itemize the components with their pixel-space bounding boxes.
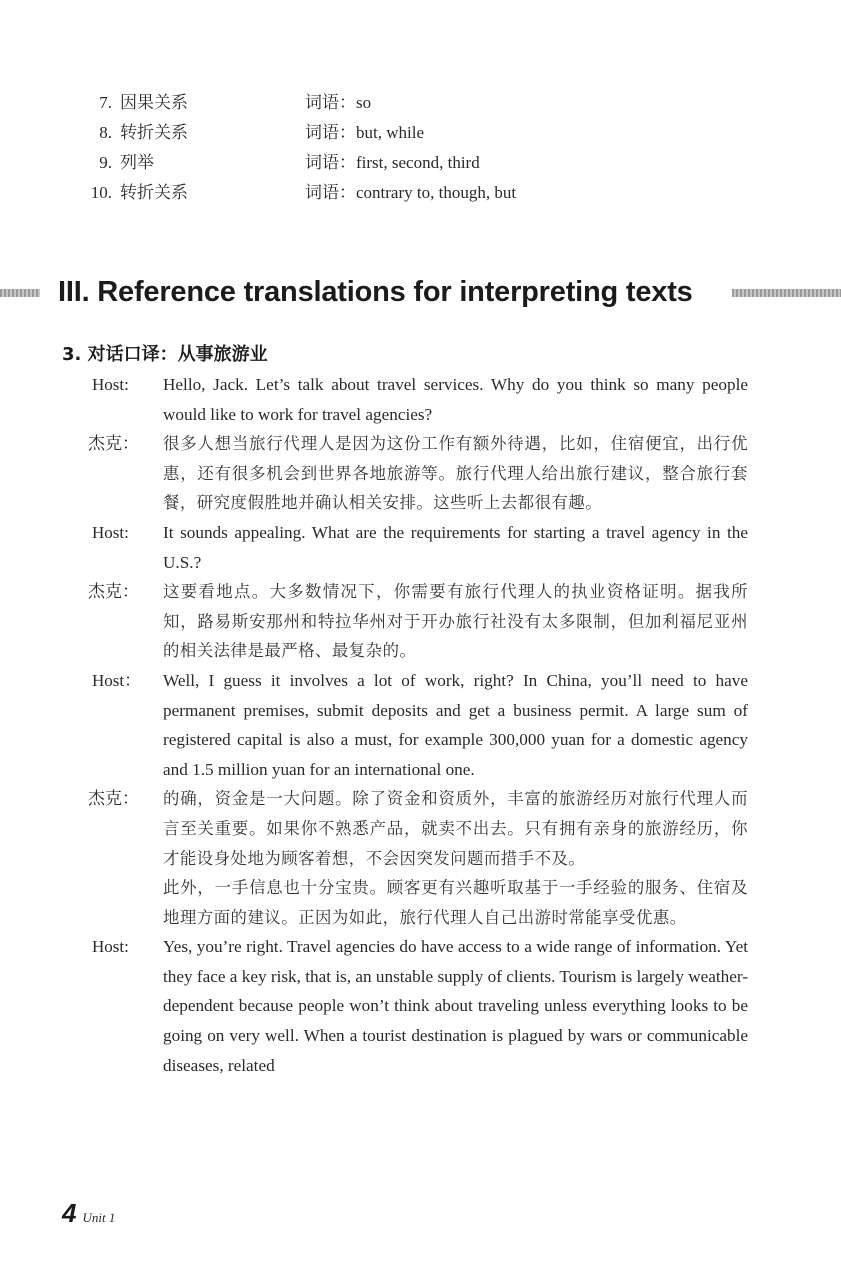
dialogue	[88, 370, 748, 1080]
speaker-label: 杰克：	[88, 434, 139, 454]
dialogue-turn	[88, 932, 748, 1080]
dialogue-text: Yes, you’re right. Travel agencies do have access to a wide range of information. Yet they face a key risk, that is, an unstable supply of clients. Tourism is largely weather-dependent because people won’t think about traveling unless everything looks to be going on very well. When a tourist destination is plagued by wars or communicable diseases, related	[163, 937, 748, 1075]
speaker-label: Host：	[92, 670, 142, 690]
dialogue-turn	[88, 577, 748, 666]
relation-type: 因果关系	[120, 93, 188, 112]
speaker-label: 杰克：	[88, 789, 139, 809]
dialogue-turn	[88, 666, 748, 784]
dialogue-text: Hello, Jack. Let’s talk about travel services. Why do you think so many people would like to work for travel agencies?	[163, 375, 748, 424]
marker-words: 词语：but, while	[305, 123, 424, 142]
marker-words: 词语：so	[305, 93, 372, 112]
page-number: 4	[62, 1198, 77, 1228]
section-bar-left	[0, 289, 40, 297]
dialogue-text: 这要看地点。大多数情况下，你需要有旅行代理人的执业资格证明。据我所知，路易斯安那州和特拉华州对于开办旅行社没有太多限制，但加利福尼亚州的相关法律是最严格、最复杂的。	[163, 582, 748, 661]
subsection-heading: 3. 对话口译：从事旅游业	[62, 344, 268, 365]
dialogue-turn	[88, 518, 748, 577]
dialogue-turn	[88, 784, 748, 932]
section-title: III. Reference translations for interpreting texts	[58, 276, 693, 308]
speaker-label: Host:	[92, 937, 129, 957]
item-number: 8.	[99, 123, 112, 142]
list-item	[90, 148, 730, 178]
discourse-marker-list	[90, 88, 730, 208]
section-bar-right	[732, 289, 841, 297]
dialogue-text: 此外，一手信息也十分宝贵。顾客更有兴趣听取基于一手经验的服务、住宿及地理方面的建议。正因为如此，旅行代理人自己出游时常能享受优惠。	[163, 878, 748, 927]
dialogue-turn	[88, 370, 748, 429]
page-footer	[62, 1198, 115, 1229]
item-number: 7.	[99, 93, 112, 112]
list-item	[90, 118, 730, 148]
item-number: 10.	[90, 183, 112, 202]
list-item	[90, 88, 730, 118]
marker-words: 词语：first, second, third	[305, 153, 480, 172]
list-item	[90, 178, 730, 208]
unit-label: Unit 1	[82, 1210, 116, 1225]
relation-type: 转折关系	[120, 183, 188, 202]
dialogue-text: 很多人想当旅行代理人是因为这份工作有额外待遇，比如，住宿便宜，出行优惠，还有很多机会到世界各地旅游等。旅行代理人给出旅行建议，整合旅行套餐，研究度假胜地并确认相关安排。这些听上去都很有趣。	[163, 434, 748, 513]
dialogue-text: Well, I guess it involves a lot of work, right? In China, you’ll need to have permanent premises, submit deposits and get a business permit. A large sum of registered capital is also a must, for example 300,000 yuan for a domestic agency and 1.5 million yuan for an international one.	[163, 670, 748, 779]
dialogue-text: It sounds appealing. What are the requirements for starting a travel agency in the U.S.?	[163, 522, 748, 572]
marker-words: 词语：contrary to, though, but	[305, 183, 517, 202]
speaker-label: Host:	[92, 375, 129, 394]
section-header	[0, 272, 841, 312]
dialogue-text: 的确，资金是一大问题。除了资金和资质外，丰富的旅游经历对旅行代理人而言至关重要。如果你不熟悉产品，就卖不出去。只有拥有亲身的旅游经历，你才能设身处地为顾客着想，不会因突发问题而措手不及。	[163, 789, 748, 868]
relation-type: 转折关系	[120, 123, 188, 142]
dialogue-turn	[88, 429, 748, 518]
speaker-label: Host:	[92, 522, 129, 542]
speaker-label: 杰克：	[88, 582, 139, 602]
item-number: 9.	[99, 153, 112, 172]
relation-type: 列举	[120, 153, 154, 172]
